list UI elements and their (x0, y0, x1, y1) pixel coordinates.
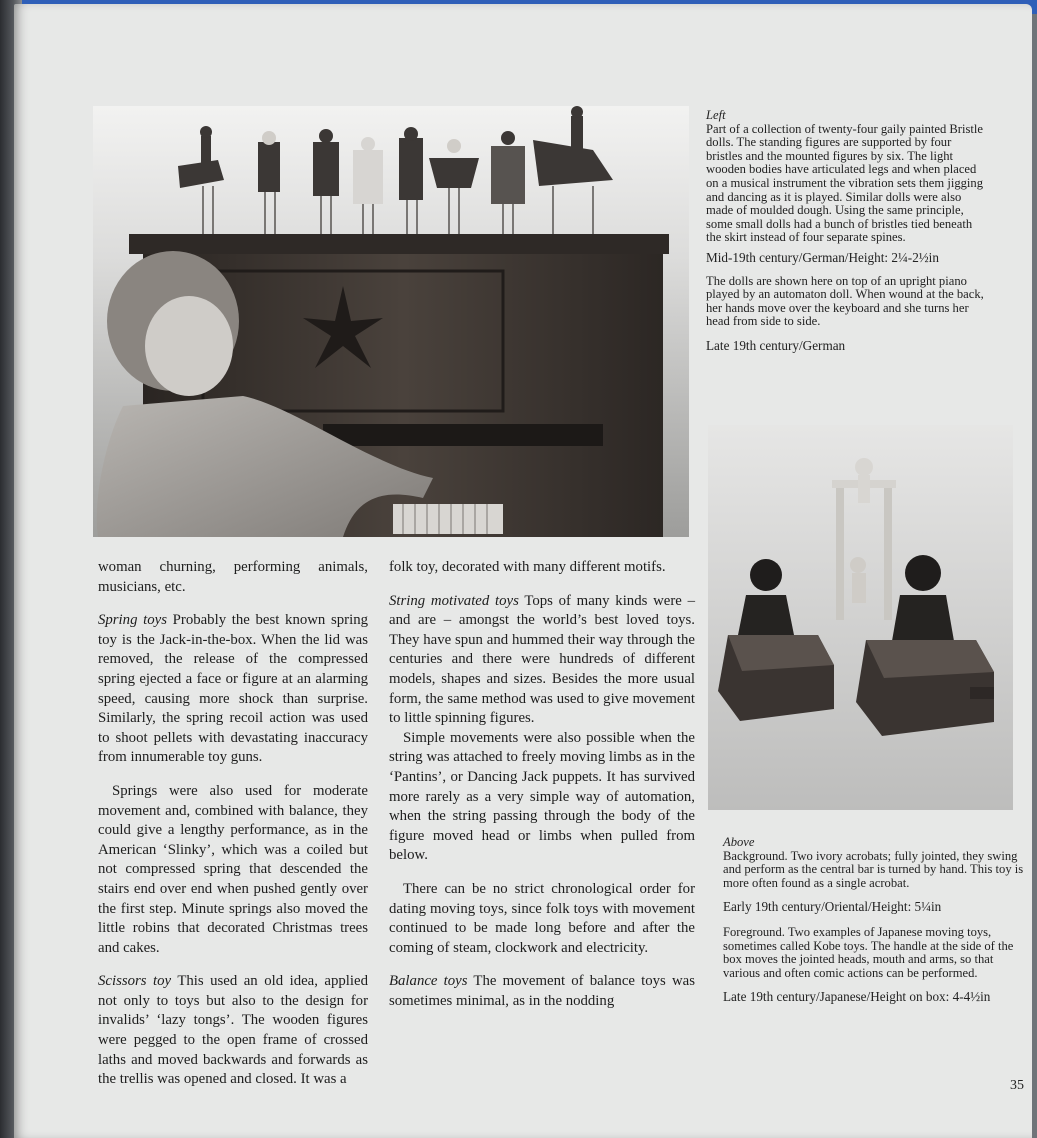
col2-paragraph-5 (389, 972, 695, 1011)
col1-scissors-toy-title: Scissors toy (98, 973, 172, 990)
col2-paragraph-4: There can be no strict chronological order for dating moving toys, since folk toys with movement continued to be made long before and after the coming of steam, clockwork and electricity. (389, 880, 695, 956)
photo-bristle-dolls-piano (93, 106, 689, 537)
col2-paragraph-2 (389, 592, 695, 729)
caption-above-body: Background. Two ivory acrobats; fully jointed, they swing and perform as the central bar is turned by hand. This toy is more often found as a single acrobat. (723, 848, 1024, 890)
caption-left-heading: Left (706, 108, 726, 122)
col1-scissors-toy-text: This used an old idea, applied not only to toys but also to the design for invalids’ ‘lazy tongs’. The wooden figures were pegged to the open frame of crossed laths and moved backwards and forwards as the trellis was opened and closed. It was a (98, 973, 368, 1088)
text-column-2 (389, 558, 695, 1011)
col2-paragraph-1: folk toy, decorated with many different motifs. (389, 559, 666, 575)
page-number: 35 (1010, 1078, 1024, 1093)
caption-left-body2: The dolls are shown here on top of an upright piano played by an automaton doll. When wound at the back, her hands move over the keyboard and she turns her head from side to side. (706, 273, 984, 329)
text-column-1 (98, 558, 368, 1090)
caption-above-heading: Above (723, 835, 755, 849)
col1-paragraph-2 (98, 611, 368, 768)
caption-left-date2: Late 19th century/German (706, 337, 846, 353)
col2-paragraph-3: Simple movements were also possible when the string was attached to freely moving limbs as in the ‘Pantins’, or Dancing Jack puppets. It has survived more rarely as a very simple way of automation, when the string passing through the body of the figure moved head or limbs when pulled from below. (389, 729, 695, 864)
caption-above (723, 836, 1027, 1004)
photo-acrobats-kobe-toys-drawing (708, 425, 1013, 810)
col2-balance-toys-title: Balance toys (389, 973, 468, 990)
col2-string-toys-title: String motivated toys (389, 592, 519, 609)
caption-above-date1: Early 19th century/Oriental/Height: 5¼in (723, 899, 942, 915)
col2-balance-toys-text: The movement of balance toys was sometimes minimal, as in the nodding (389, 973, 696, 1009)
col2-string-toys-text: Tops of many kinds were – and are – amongst the world’s best loved toys. They have spun and hummed their way through the centuries and there were hundreds of different models, shapes and sizes. Besides the more usual form, the same method was used to give movement to little spinning figures. (389, 592, 695, 727)
col1-spring-toys-text: Probably the best known spring toy is the Jack-in-the-box. When the lid was removed, the release of the compressed spring ejected a face or figure at an alarming speed, causing more shock than surprise. Similarly, the spring recoil action was used to shoot pellets with devastating inaccuracy from innumerable toy guns. (98, 612, 368, 766)
col1-paragraph-3: Springs were also used for moderate movement and, combined with balance, they could give a lengthy performance, as in the American ‘Slinky’, which was a coiled but not compressed spring that descended the stairs end over end when pushed gently over the first step. Minute springs also moved the little robins that decorated Christmas trees and cakes. (98, 782, 368, 956)
col1-paragraph-1: woman churning, performing animals, musicians, etc. (98, 559, 368, 595)
caption-left (706, 109, 988, 353)
photo-acrobats-kobe-toys (708, 425, 1013, 810)
caption-above-body2: Foreground. Two examples of Japanese moving toys, sometimes called Kobe toys. The handle at the side of the box moves the jointed heads, mouth and arms, so that various and often comic actions can be performed. (723, 924, 1014, 980)
caption-left-body: Part of a collection of twenty-four gaily painted Bristle dolls. The standing figures are supported by four bristles and the mounted figures by six. The light wooden bodies have articulated legs and when placed on a musical instrument the vibration sets them jigging and dancing as it is played. Similar dolls were also made of moulded dough. Using the same principle, some small dolls had a bunch of bristles tied beneath the skirt instead of four separate spines. (706, 121, 984, 245)
photo-bristle-dolls-piano-drawing (93, 106, 689, 537)
caption-left-date1: Mid-19th century/German/Height: 2¼-2½in (706, 249, 939, 265)
caption-above-date2: Late 19th century/Japanese/Height on box: 4-4½in (723, 989, 991, 1005)
col1-paragraph-4 (98, 972, 368, 1090)
col1-spring-toys-title: Spring toys (98, 612, 167, 629)
